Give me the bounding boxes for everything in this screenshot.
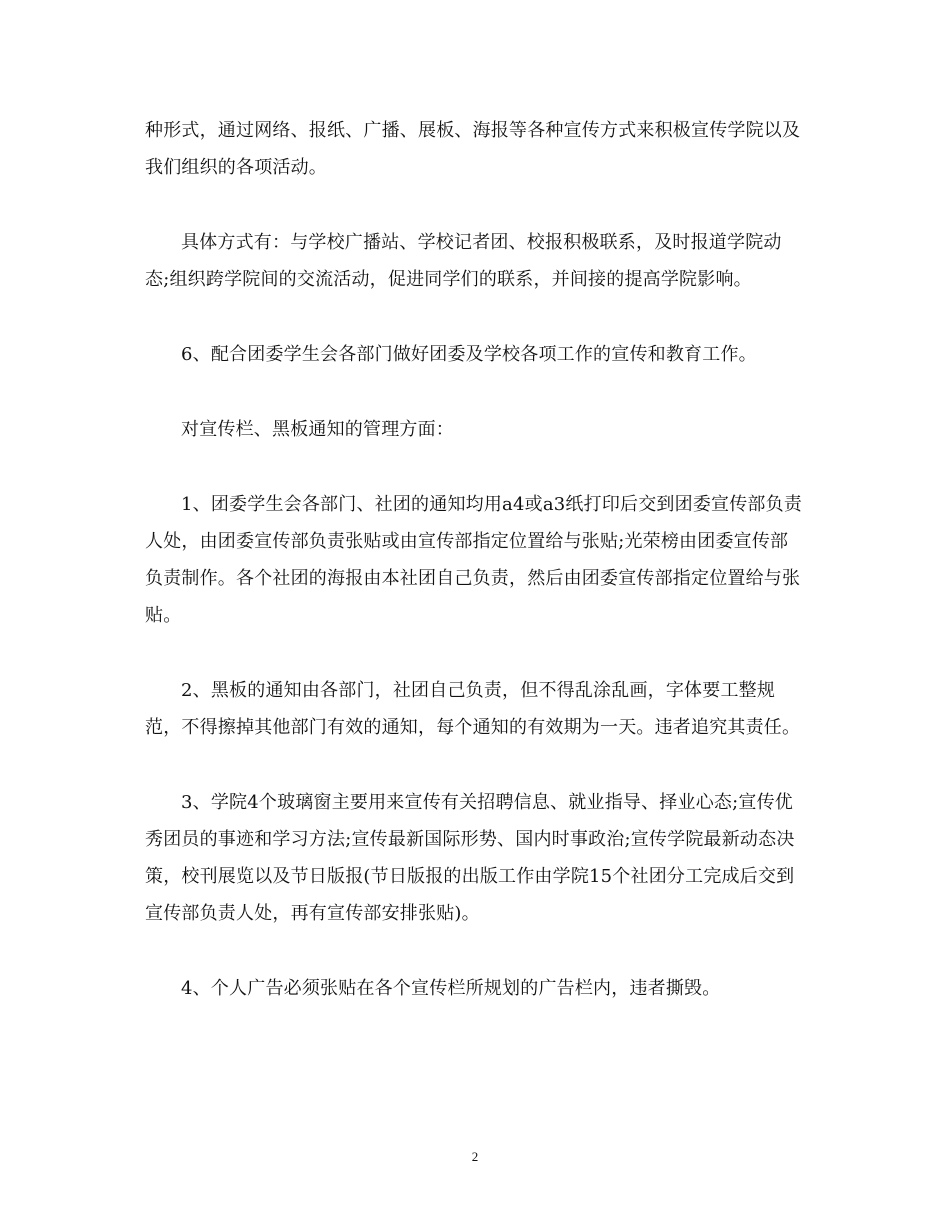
paragraph-rule-1: 1、团委学生会各部门、社团的通知均用a4或a3纸打印后交到团委宣传部负责人处，由团委宣传部负责张贴或由宣传部指定位置给与张贴;光荣榜由团委宣传部负责制作。各个社团的海报由本社团自己负责，然后由团委宣传部指定位置给与张贴。 — [145, 494, 803, 626]
paragraph-methods: 具体方式有：与学校广播站、学校记者团、校报积极联系，及时报道学院动态;组织跨学院间的交流活动，促进同学们的联系，并间接的提高学院影响。 — [145, 232, 782, 290]
document-body — [145, 112, 805, 1045]
paragraph-management-heading: 对宣传栏、黑板通知的管理方面： — [181, 419, 454, 440]
paragraph-continuation: 种形式，通过网络、报纸、广播、展板、海报等各种宣传方式来积极宣传学院以及我们组织的各项活动。 — [145, 120, 801, 178]
paragraph-item-6: 6、配合团委学生会各部门做好团委及学校各项工作的宣传和教育工作。 — [181, 344, 757, 365]
paragraph-rule-4: 4、个人广告必须张贴在各个宣传栏所规划的广告栏内，违者撕毁。 — [181, 978, 721, 999]
page-number: 2 — [471, 1149, 479, 1164]
paragraph-rule-3: 3、学院4个玻璃窗主要用来宣传有关招聘信息、就业指导、择业心态;宣传优秀团员的事迹和学习方法;宣传最新国际形势、国内时事政治;宣传学院最新动态决策，校刊展览以及节日版报(节日版报的出版工作由学院15个社团分工完成后交到宣传部负责人处，再有宣传部安排张贴)。 — [145, 792, 795, 924]
paragraph-rule-2: 2、黑板的通知由各部门，社团自己负责，但不得乱涂乱画，字体要工整规范，不得擦掉其他部门有效的通知，每个通知的有效期为一天。违者追究其责任。 — [145, 680, 801, 738]
